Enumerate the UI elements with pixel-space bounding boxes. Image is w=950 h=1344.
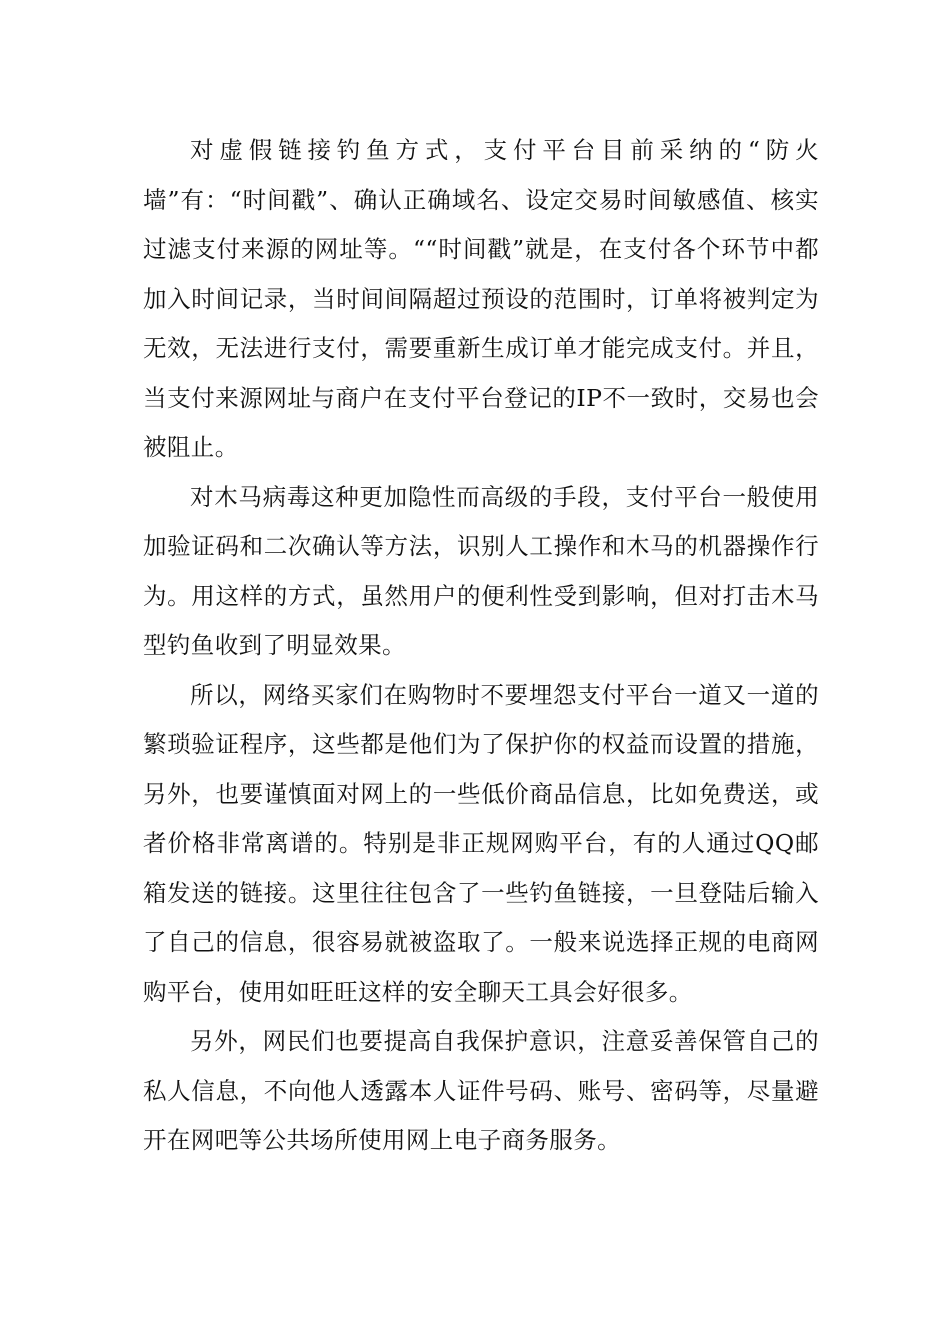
paragraph-4: 另外，网民们也要提高自我保护意识，注意妥善保管自己的私人信息，不向他人透露本人证件号码、账号、密码等，尽量避开在网吧等公共场所使用网上电子商务服务。 [143, 1027, 819, 1154]
paragraph-1: 对虚假链接钓鱼方式，支付平台目前采纳的“防火墙”有：“时间戳”、确认正确域名、设定交易时间敏感值、核实过滤支付来源的网址等。““时间戳”就是，在支付各个环节中都加入时间记录，当时间间隔超过预设的范围时，订单将被判定为无效，无法进行支付，需要重新生成订单才能完成支付。并且，当支付来源网址与商户在支付平台登记的IP不一致时，交易也会被阻止。 [143, 136, 819, 461]
paragraph-3: 所以，网络买家们在购物时不要埋怨支付平台一道又一道的繁琐验证程序，这些都是他们为了保护你的权益而设置的措施，另外，也要谨慎面对网上的一些低价商品信息，比如免费送，或者价格非常离谱的。特别是非正规网购平台，有的人通过QQ邮箱发送的链接。这里往往包含了一些钓鱼链接，一旦登陆后输入了自己的信息，很容易就被盗取了。一般来说选择正规的电商网购平台，使用如旺旺这样的安全聊天工具会好很多。 [143, 680, 819, 1006]
paragraph-2: 对木马病毒这种更加隐性而高级的手段，支付平台一般使用加验证码和二次确认等方法，识别人工操作和木马的机器操作行为。用这样的方式，虽然用户的便利性受到影响，但对打击木马型钓鱼收到了明显效果。 [143, 482, 819, 659]
document-body [143, 126, 819, 1166]
